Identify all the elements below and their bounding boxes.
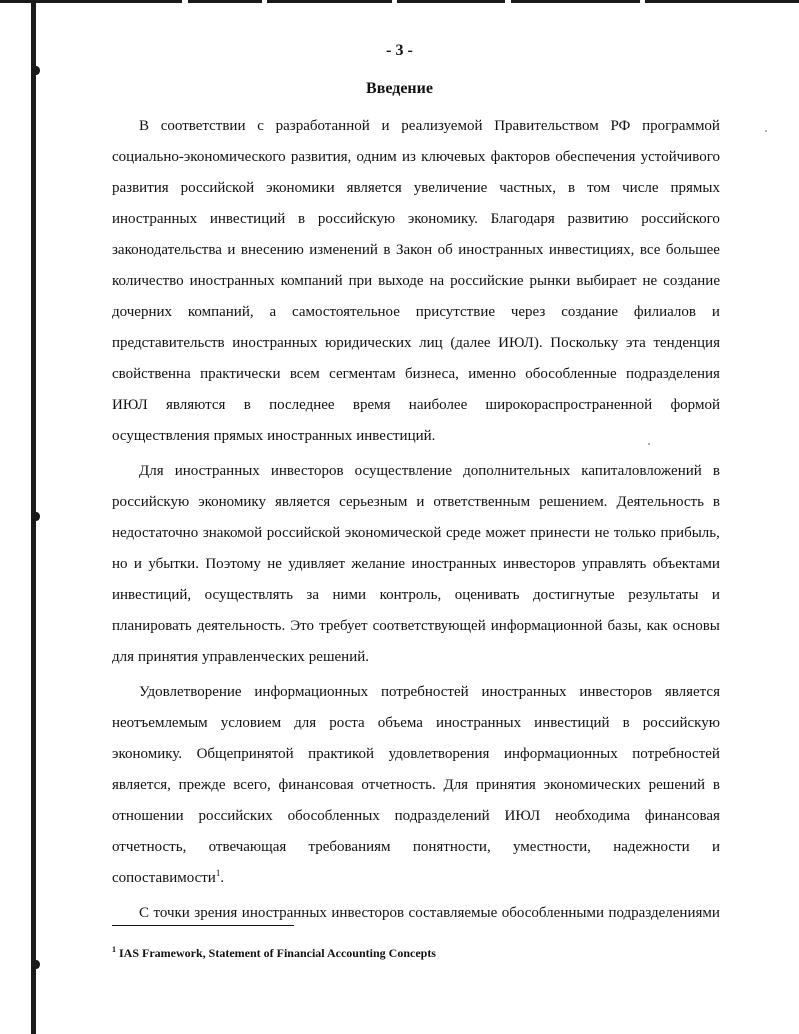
text-line: но и убытки. Поэтому не удивляет желание иностранных инвесторов управлять объектами: [112, 556, 720, 572]
footnote-separator: [112, 925, 294, 926]
text-line: Удовлетворение информационных потребностей иностранных инвесторов является: [139, 684, 720, 700]
text-line: количество иностранных компаний при выходе на российские рынки выбирает не создание: [112, 273, 720, 289]
body-text: [112, 111, 720, 929]
text-line: развития российской экономики является увеличение частных, в том числе прямых: [112, 180, 720, 196]
footnote-text: IAS Framework, Statement of Financial Accounting Concepts: [119, 946, 436, 960]
text-line: недостаточно знакомой российской экономической среде может принести не только прибыль,: [112, 525, 720, 541]
scan-gap: [392, 0, 397, 3]
footnote: [112, 946, 436, 961]
text-line: сопоставимости$^1$.: [112, 868, 225, 886]
text-line: экономику. Общепринятой практикой удовлетворения информационных потребностей: [112, 746, 720, 762]
page-number: - 3 -: [386, 42, 413, 59]
text-line: неотъемлемым условием для роста объема иностранных инвестиций в российскую: [112, 715, 720, 731]
text-line: представительств иностранных юридических лиц (далее ИЮЛ). Поскольку эта тенденция: [112, 335, 720, 351]
text-line: планировать деятельность. Это требует соответствующей информационной базы, как основы: [112, 618, 720, 634]
scan-punch-mark: [33, 66, 40, 75]
text-line: иностранных инвестиций в российскую экономику. Благодаря развитию российского: [112, 211, 720, 227]
text-line: свойственна практически всем сегментам бизнеса, именно обособленные подразделения: [112, 366, 720, 382]
text-line: отношении российских обособленных подразделений ИЮЛ необходима финансовая: [112, 808, 720, 824]
text-line: осуществления прямых иностранных инвестиций.: [112, 428, 436, 444]
text-line: Для иностранных инвесторов осуществление дополнительных капиталовложений в: [139, 463, 720, 479]
text-line: дочерних компаний, а самостоятельное присутствие через создание филиалов и: [112, 304, 720, 320]
text-line: российскую экономику является серьезным и ответственным решением. Деятельность в: [112, 494, 720, 510]
scan-speck: [765, 130, 767, 132]
text-line: законодательства и внесению изменений в Закон об иностранных инвестициях, все большее: [112, 242, 720, 258]
scan-punch-mark: [33, 960, 40, 969]
text-line: отчетность, отвечающая требованиям понятности, уместности, надежности и: [112, 839, 720, 855]
text-line: является, прежде всего, финансовая отчетность. Для принятия экономических решений в: [112, 777, 720, 793]
scan-gap: [182, 0, 188, 3]
scan-gap: [505, 0, 511, 3]
scan-gap: [262, 0, 267, 3]
text-line: для принятия управленческих решений.: [112, 649, 369, 665]
scan-punch-mark: [33, 512, 40, 521]
footnote-marker: 1: [112, 945, 116, 954]
text-line: В соответствии с разработанной и реализуемой Правительством РФ программой: [139, 118, 720, 134]
scan-border-top: [0, 0, 799, 3]
scan-gap: [640, 0, 645, 3]
page-heading: Введение: [366, 80, 433, 97]
text-line: ИЮЛ являются в последнее время наиболее широкораспространенной формой: [112, 397, 720, 413]
text-line: С точки зрения иностранных инвесторов составляемые обособленными подразделениями: [139, 905, 720, 921]
text-line: инвестиций, осуществлять за ними контроль, оценивать достигнутые результаты и: [112, 587, 720, 603]
text-line: социально-экономического развития, одним из ключевых факторов обеспечения устойчивого: [112, 149, 720, 165]
